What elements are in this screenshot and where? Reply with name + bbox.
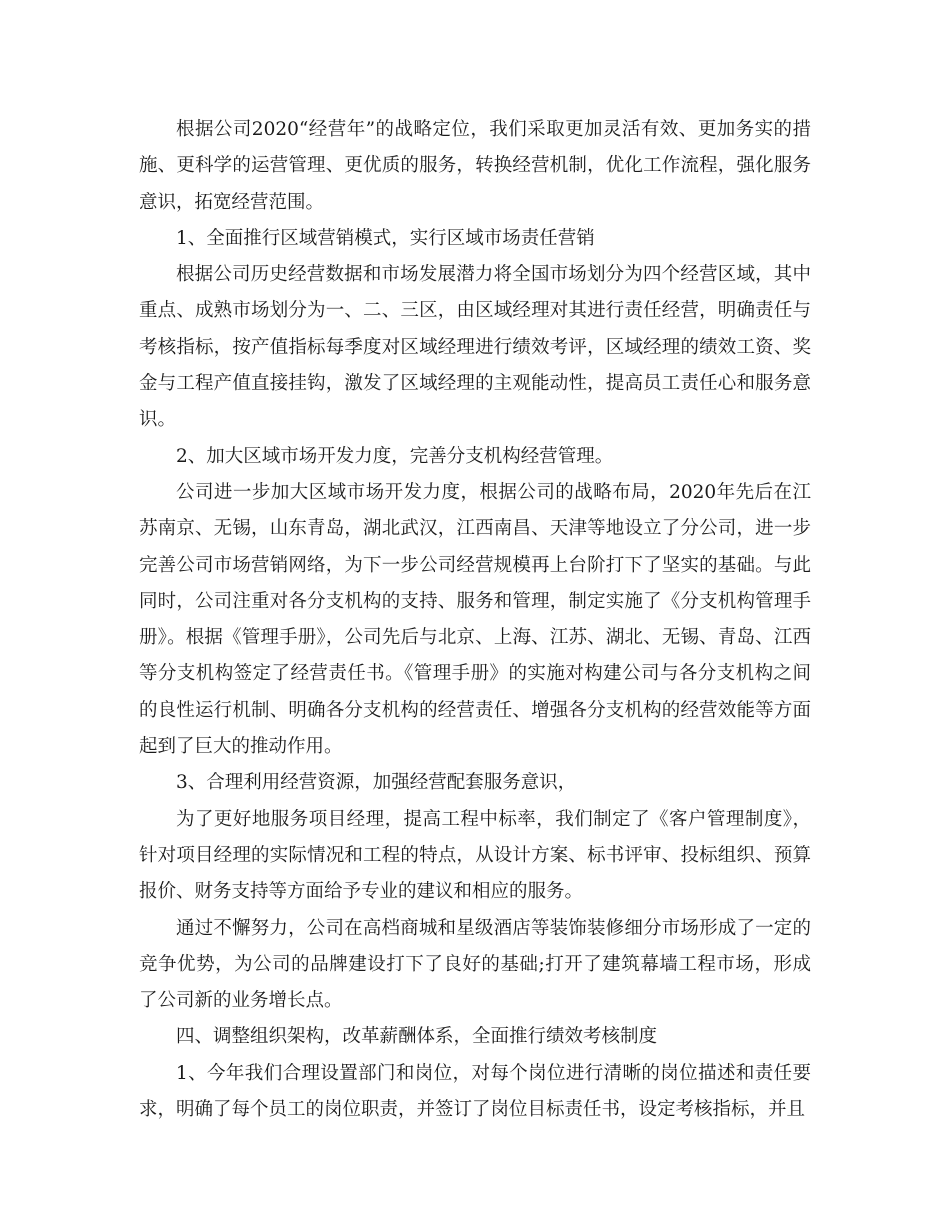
paragraph: 1、今年我们合理设置部门和岗位，对每个岗位进行清晰的岗位描述和责任要求，明确了每个员工的岗位职责，并签订了岗位目标责任书，设定考核指标，并且 — [139, 1062, 811, 1121]
paragraph: 通过不懈努力，公司在高档商城和星级酒店等装饰装修细分市场形成了一定的竞争优势，为公司的品牌建设打下了良好的基础;打开了建筑幕墙工程市场，形成了公司新的业务增长点。 — [139, 917, 811, 1012]
paragraph: 根据公司2020“经营年”的战略定位，我们采取更加灵活有效、更加务实的措施、更科学的运营管理、更优质的服务，转换经营机制，优化工作流程，强化服务意识，拓宽经营范围。 — [139, 119, 811, 213]
section-heading: 四、调整组织架构，改革薪酬体系，全面推行绩效考核制度 — [176, 1026, 658, 1048]
section-heading: 1、全面推行区域营销模式，实行区域市场责任营销 — [176, 227, 595, 249]
section-heading: 2、加大区域市场开发力度，完善分支机构经营管理。 — [176, 445, 614, 467]
paragraph: 为了更好地服务项目经理，提高工程中标率，我们制定了《客户管理制度》，针对项目经理的实际情况和工程的特点，从设计方案、标书评审、投标组织、预算报价、财务支持等方面给予专业的建议和相应的服务。 — [139, 808, 811, 903]
document-body — [139, 112, 811, 1128]
section-heading: 3、合理利用经营资源，加强经营配套服务意识， — [176, 772, 577, 794]
paragraph: 根据公司历史经营数据和市场发展潜力将全国市场划分为四个经营区域，其中重点、成熟市场划分为一、二、三区，由区域经理对其进行责任经营，明确责任与考核指标，按产值指标每季度对区域经理进行绩效考评，区域经理的绩效工资、奖金与工程产值直接挂钩，激发了区域经理的主观能动性，提高员工责任心和服务意识。 — [139, 264, 811, 431]
paragraph: 公司进一步加大区域市场开发力度，根据公司的战略布局，2020年先后在江苏南京、无锡，山东青岛，湖北武汉，江西南昌、天津等地设立了分公司，进一步完善公司市场营销网络，为下一步公司经营规模再上台阶打下了坚实的基础。与此同时，公司注重对各分支机构的支持、服务和管理，制定实施了《分支机构管理手册》。根据《管理手册》，公司先后与北京、上海、江苏、湖北、无锡、青岛、江西等分支机构签定了经营责任书。《管理手册》的实施对构建公司与各分支机构之间的良性运行机制、明确各分支机构的经营责任、增强各分支机构的经营效能等方面起到了巨大的推动作用。 — [139, 481, 811, 758]
